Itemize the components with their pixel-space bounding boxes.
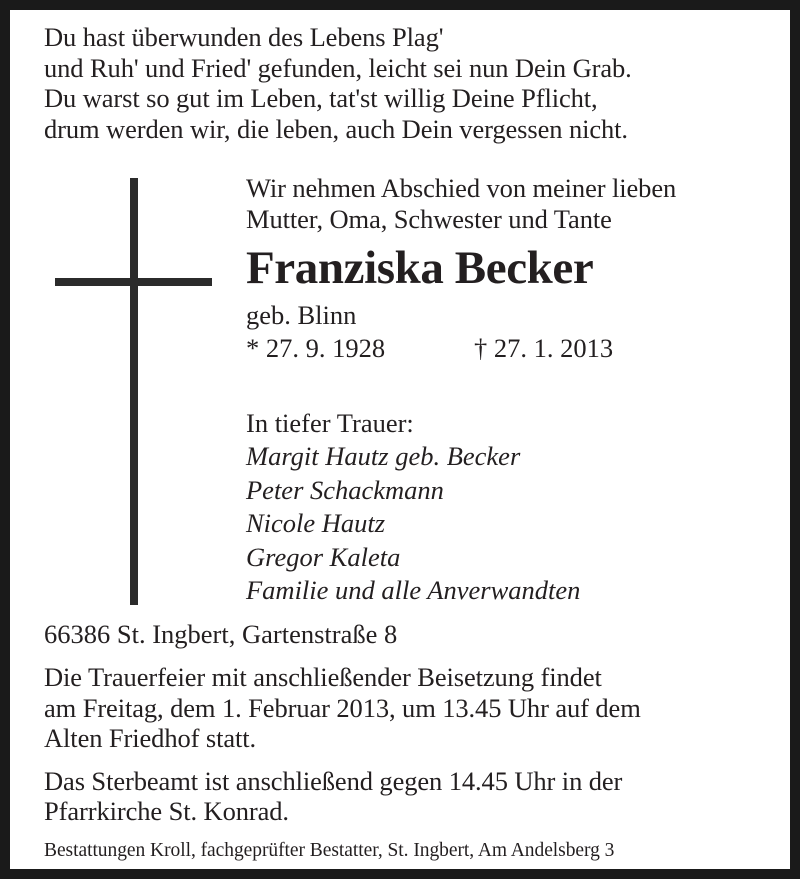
- death-date: † 27. 1. 2013: [474, 333, 614, 363]
- memorial-verse: [44, 22, 770, 144]
- requiem-mass-paragraph: [44, 766, 770, 827]
- latin-cross-icon: [45, 168, 220, 608]
- announcement-intro-line-2: Mutter, Oma, Schwester und Tante: [246, 203, 612, 234]
- verse-line-3: Du warst so gut im Leben, tat'st willig Deine Pflicht,: [44, 83, 598, 113]
- residence-address: 66386 St. Ingbert, Gartenstraße 8: [44, 619, 398, 649]
- cross-vertical-bar: [130, 178, 138, 605]
- deceased-name: Franziska Becker: [246, 242, 594, 294]
- mourner-item: Nicole Hautz: [246, 508, 386, 538]
- mourner-item: Peter Schackmann: [246, 474, 444, 505]
- announcement-intro-line-1: Wir nehmen Abschied von meiner lieben: [246, 173, 677, 203]
- verse-line-2: und Ruh' und Fried' gefunden, leicht sei nun Dein Grab.: [44, 52, 632, 83]
- ceremony-line-2: am Freitag, dem 1. Februar 2013, um 13.45 Uhr auf dem: [44, 692, 641, 723]
- life-dates: [246, 331, 774, 365]
- verse-line-1: Du hast überwunden des Lebens Plag': [44, 22, 444, 52]
- funeral-details-block: [44, 618, 770, 863]
- mourner-item: Margit Hautz geb. Becker: [246, 441, 521, 471]
- mourner-item: Familie und alle Anverwandten: [246, 575, 581, 605]
- ceremony-paragraph: [44, 662, 770, 754]
- requiem-line-2: Pfarrkirche St. Konrad.: [44, 796, 289, 826]
- requiem-line-1: Das Sterbeamt ist anschließend gegen 14.45 Uhr in der: [44, 765, 623, 796]
- undertaker-credit: Bestattungen Kroll, fachgeprüfter Bestatter, St. Ingbert, Am Andelsberg 3: [44, 839, 615, 861]
- announcement-block: [246, 173, 774, 365]
- notice-paper: [10, 10, 790, 869]
- mourner-item: Gregor Kaleta: [246, 541, 401, 572]
- verse-line-4: drum werden wir, die leben, auch Dein vergessen nicht.: [44, 113, 628, 144]
- mourners-block: [246, 406, 774, 608]
- birth-date: * 27. 9. 1928: [246, 333, 386, 363]
- ceremony-line-3: Alten Friedhof statt.: [44, 723, 257, 753]
- mourners-heading: In tiefer Trauer:: [246, 408, 414, 438]
- ceremony-line-1: Die Trauerfeier mit anschließender Beisetzung findet: [44, 662, 602, 692]
- maiden-name: geb. Blinn: [246, 300, 357, 330]
- cross-horizontal-bar: [55, 278, 212, 286]
